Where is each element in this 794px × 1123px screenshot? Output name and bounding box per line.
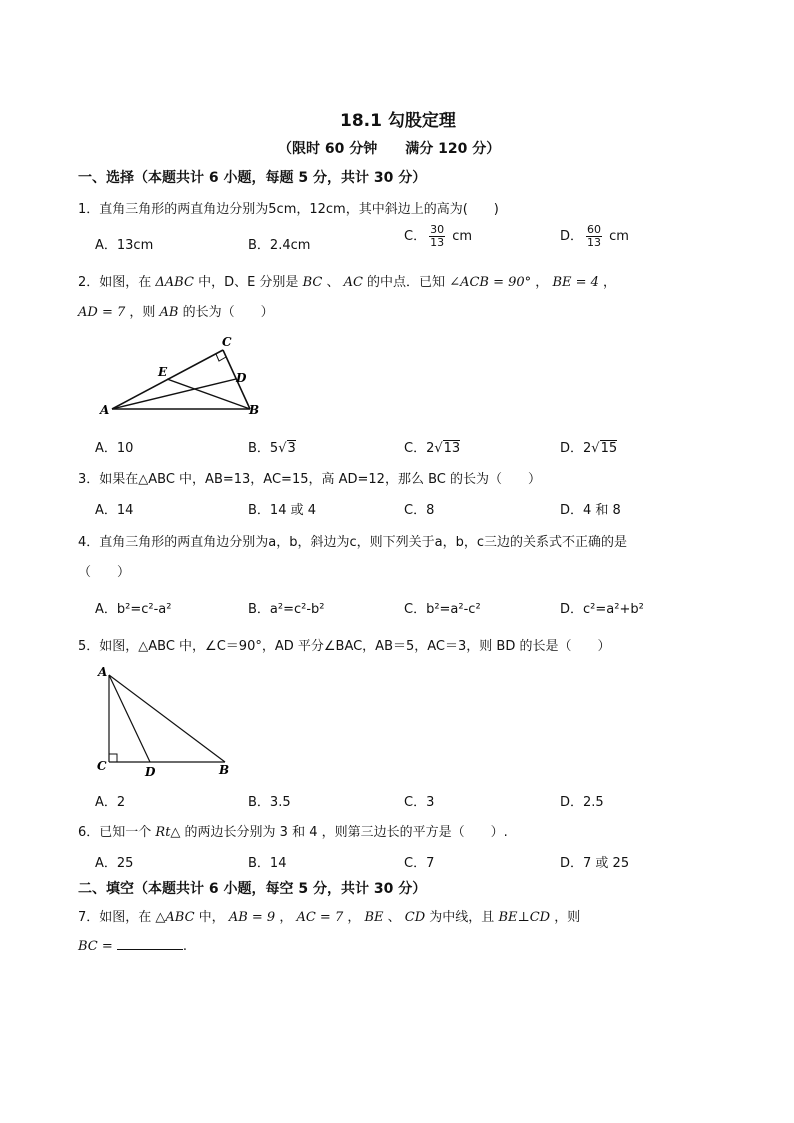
question-2-option-b[interactable] — [248, 437, 296, 456]
math-angle-acb: ∠ACB = 90° — [449, 275, 532, 290]
label-a: A — [100, 403, 110, 417]
label-a: A — [98, 665, 108, 679]
radicand: 13 — [443, 441, 461, 456]
question-7-stem-line-2 — [78, 937, 187, 954]
text: ，则 — [125, 305, 160, 320]
sqrt-sign: √ — [434, 441, 443, 456]
question-6-option-b[interactable]: B．14 — [248, 856, 287, 871]
label-c: C — [97, 759, 107, 773]
fraction-denominator: 13 — [587, 236, 602, 249]
unit: cm — [452, 229, 473, 244]
question-1-option-a[interactable]: A．13cm — [95, 238, 154, 253]
option-d-label: D． — [560, 229, 584, 244]
label-b: B — [219, 763, 230, 777]
question-1-stem: 1．直角三角形的两直角边分别为5cm，12cm，其中斜边上的高为( ) — [78, 202, 499, 217]
label-e: E — [158, 365, 168, 379]
text: . — [182, 939, 188, 954]
question-4-option-a[interactable]: A．b²=c²-a² — [95, 602, 172, 617]
question-3-stem: 3．如果在△ABC 中，AB=13，AC=15，高 AD=12，那么 BC 的长为（ ） — [78, 472, 541, 487]
math-bc: BC = — [78, 939, 113, 954]
segment-ad — [109, 675, 150, 762]
option-b-label: B．5 — [248, 441, 279, 456]
math-ab: AB — [159, 305, 179, 320]
label-d: D — [145, 765, 156, 779]
sqrt-sign: √ — [278, 441, 287, 456]
text: 、 — [322, 275, 344, 290]
math-be: BE — [364, 910, 384, 925]
question-1-option-d[interactable] — [560, 224, 629, 249]
text: 为中线，且 — [425, 910, 499, 925]
text: ， — [598, 275, 617, 290]
sqrt-sign: √ — [591, 441, 600, 456]
text: 6．已知一个 — [78, 825, 156, 840]
math-rt-triangle: Rt△ — [155, 825, 181, 840]
question-5-option-a[interactable]: A．2 — [95, 795, 126, 810]
radicand: 3 — [287, 441, 296, 456]
question-7-stem-line-1 — [78, 906, 580, 925]
question-4-stem-bracket: （ ） — [78, 565, 131, 580]
math-bc: BC — [302, 275, 323, 290]
text: 的中点．已知 — [362, 275, 450, 290]
question-6-stem — [78, 821, 508, 840]
label-b: B — [249, 403, 260, 417]
question-3-option-a[interactable]: A．14 — [95, 503, 134, 518]
question-4-option-d[interactable]: D．c²=a²+b² — [560, 602, 644, 617]
fraction-numerator: 60 — [587, 223, 602, 236]
right-angle-mark — [109, 754, 117, 762]
option-d-label: D．2 — [560, 441, 592, 456]
math-ab: AB = 9 — [228, 910, 276, 925]
question-2-option-c[interactable] — [404, 437, 460, 456]
text: ， — [531, 275, 553, 290]
question-5-stem: 5．如图，△ABC 中，∠C＝90°，AD 平分∠BAC，AB＝5，AC＝3，则 BD 的长是（ ） — [78, 639, 611, 654]
question-1-option-c[interactable] — [404, 224, 472, 249]
math-cd: CD — [404, 910, 426, 925]
option-c-label: C． — [404, 229, 427, 244]
segment-ad — [112, 379, 236, 409]
question-5-figure — [92, 660, 237, 780]
math-ac: AC — [343, 275, 363, 290]
question-2-option-a[interactable]: A．10 — [95, 441, 134, 456]
question-5-option-d[interactable]: D．2.5 — [560, 795, 604, 810]
unit: cm — [609, 229, 629, 244]
text: ， — [343, 910, 365, 925]
question-5-option-b[interactable]: B．3.5 — [248, 795, 291, 810]
question-2-figure — [95, 330, 270, 420]
text: ，则 — [550, 910, 581, 925]
text: 中， — [194, 910, 229, 925]
fraction-denominator: 13 — [430, 236, 445, 249]
math-triangle-abc: △ABC — [155, 910, 195, 925]
question-5-option-c[interactable]: C．3 — [404, 795, 435, 810]
page-title: 18.1 勾股定理 — [340, 111, 456, 131]
text: 中，D、E 分别是 — [193, 275, 303, 290]
math-ac: AC = 7 — [296, 910, 344, 925]
answer-blank[interactable] — [117, 937, 183, 950]
question-6-option-a[interactable]: A．25 — [95, 856, 134, 871]
math-be: BE = 4 — [552, 275, 599, 290]
segment-ab — [109, 675, 225, 762]
option-c-label: C．2 — [404, 441, 435, 456]
section-heading-fill-blank: 二、填空（本题共计 6 小题，每空 5 分，共计 30 分） — [78, 881, 427, 897]
text: 的长为（ ） — [178, 305, 274, 320]
question-2-stem-line-1 — [78, 271, 616, 290]
math-be-perp-cd: BE⊥CD — [498, 910, 551, 925]
question-1-option-b[interactable]: B．2.4cm — [248, 238, 311, 253]
text: 的两边长分别为 3 和 4 ，则第三边长的平方是（ ）. — [180, 825, 508, 840]
text: 、 — [383, 910, 405, 925]
text: 7．如图，在 — [78, 910, 156, 925]
section-heading-choice: 一、选择（本题共计 6 小题，每题 5 分，共计 30 分） — [78, 170, 427, 186]
question-4-stem: 4．直角三角形的两直角边分别为a，b，斜边为c，则下列关于a，b，c三边的关系式不正确的是 — [78, 535, 628, 550]
question-6-option-d[interactable]: D．7 或 25 — [560, 856, 630, 871]
question-4-option-b[interactable]: B．a²=c²-b² — [248, 602, 325, 617]
math-triangle-abc: ΔABC — [155, 275, 194, 290]
radicand: 15 — [600, 441, 618, 456]
text: 2．如图，在 — [78, 275, 156, 290]
question-2-stem-line-2 — [78, 301, 274, 320]
label-d: D — [236, 371, 247, 385]
page-subtitle: （限时 60 分钟 满分 120 分） — [278, 141, 501, 157]
text: ， — [275, 910, 297, 925]
question-3-option-c[interactable]: C．8 — [404, 503, 435, 518]
question-3-option-b[interactable]: B．14 或 4 — [248, 503, 316, 518]
question-6-option-c[interactable]: C．7 — [404, 856, 435, 871]
fraction — [586, 224, 602, 249]
fraction — [429, 224, 445, 249]
question-4-option-c[interactable]: C．b²=a²-c² — [404, 602, 481, 617]
question-2-option-d[interactable] — [560, 437, 617, 456]
question-3-option-d[interactable]: D．4 和 8 — [560, 503, 621, 518]
fraction-numerator: 30 — [430, 223, 445, 236]
math-ad: AD = 7 — [78, 305, 126, 320]
label-c: C — [222, 335, 232, 349]
